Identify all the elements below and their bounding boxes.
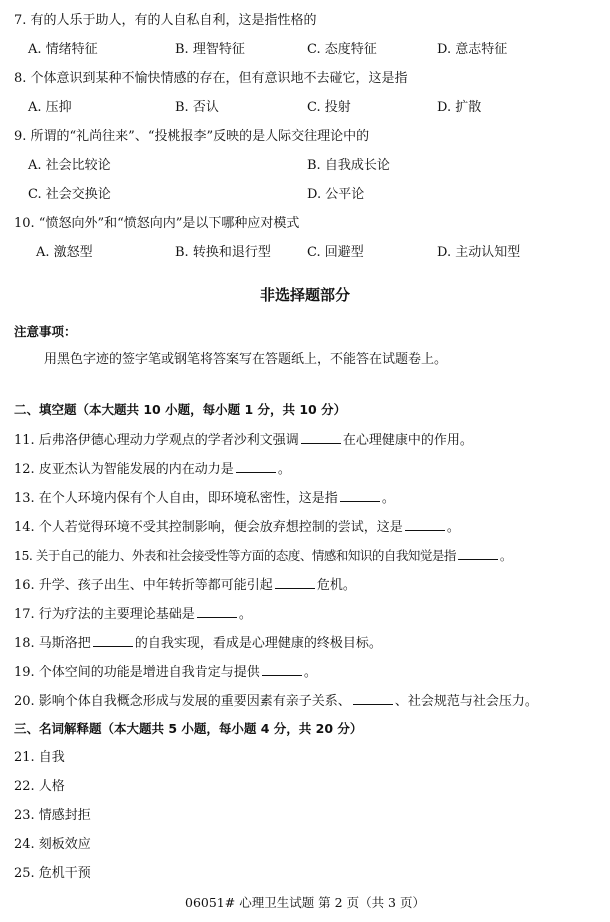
- fill-19-text-before: 19. 个体空间的功能是增进自我肯定与提供: [14, 665, 260, 680]
- answer-blank: [93, 634, 133, 647]
- fill-17-text-after: 。: [238, 607, 252, 622]
- q9-option-b: B. 自我成长论: [307, 158, 390, 173]
- page-footer: 06051# 心理卫生试题 第 2 页（共 3 页）: [185, 895, 425, 910]
- fill-19-text-after: 。: [303, 665, 317, 680]
- term-23: 23. 情感封拒: [14, 808, 91, 823]
- fill-13-text-before: 13. 在个人环境内保有个人自由，即环境私密性，这是指: [14, 491, 338, 506]
- notice-text: 用黑色字迹的签字笔或钢笔将答案写在答题纸上，不能答在试题卷上。: [44, 352, 448, 367]
- section-3-title: 三、名词解释题（本大题共 5 小题，每小题 4 分，共 20 分）: [14, 721, 363, 736]
- fill-11-text-before: 11. 后弗洛伊德心理动力学观点的学者沙利文强调: [14, 433, 299, 448]
- section-2-title: 二、填空题（本大题共 10 小题，每小题 1 分，共 10 分）: [14, 402, 347, 417]
- q7-option-b: B. 理智特征: [175, 42, 245, 57]
- notice-title: 注意事项：: [14, 324, 77, 339]
- answer-blank: [236, 460, 276, 473]
- q10-option-c: C. 回避型: [307, 245, 364, 260]
- fill-14-text-before: 14. 个人若觉得环境不受其控制影响，便会放弃想控制的尝试，这是: [14, 520, 403, 535]
- fill-question-12: [14, 460, 291, 478]
- fill-11-text-after: 在心理健康中的作用。: [342, 433, 473, 448]
- q8-option-a: A. 压抑: [28, 100, 72, 115]
- answer-blank: [353, 692, 393, 705]
- answer-blank: [275, 576, 315, 589]
- fill-12-text-after: 。: [277, 462, 291, 477]
- fill-question-18: [14, 634, 382, 652]
- fill-question-11: [14, 431, 473, 449]
- fill-20-text-before: 20. 影响个体自我概念形成与发展的重要因素有亲子关系、: [14, 694, 351, 709]
- fill-16-text-before: 16. 升学、孩子出生、中年转折等都可能引起: [14, 578, 273, 593]
- q9-option-d: D. 公平论: [307, 187, 365, 202]
- fill-14-text-after: 。: [446, 520, 460, 535]
- q10-option-a: A. 激怒型: [36, 245, 93, 260]
- answer-blank: [458, 547, 498, 560]
- question-9-stem: 9. 所谓的“礼尚往来”、“投桃报李”反映的是人际交往理论中的: [14, 129, 370, 144]
- fill-13-text-after: 。: [381, 491, 395, 506]
- q9-option-a: A. 社会比较论: [28, 158, 111, 173]
- fill-18-text-before: 18. 马斯洛把: [14, 636, 91, 651]
- fill-question-15: [14, 547, 512, 564]
- q8-option-d: D. 扩散: [437, 100, 482, 115]
- fill-18-text-after: 的自我实现，看成是心理健康的终极目标。: [134, 636, 382, 651]
- q8-option-c: C. 投射: [307, 100, 351, 115]
- fill-15-text-after: 。: [499, 548, 512, 563]
- answer-blank: [340, 489, 380, 502]
- question-8-stem: 8. 个体意识到某种不愉快情感的存在，但有意识地不去碰它，这是指: [14, 71, 408, 86]
- fill-20-text-after: 、社会规范与社会压力。: [394, 694, 538, 709]
- fill-question-19: [14, 663, 317, 681]
- fill-15-text-before: 15. 关于自己的能力、外表和社会接受性等方面的态度、情感和知识的自我知觉是指: [14, 548, 456, 563]
- fill-question-17: [14, 605, 252, 623]
- q10-option-b: B. 转换和退行型: [175, 245, 271, 260]
- answer-blank: [262, 663, 302, 676]
- fill-16-text-after: 危机。: [316, 578, 356, 593]
- fill-question-16: [14, 576, 356, 594]
- answer-blank: [197, 605, 237, 618]
- fill-12-text-before: 12. 皮亚杰认为智能发展的内在动力是: [14, 462, 234, 477]
- q10-option-d: D. 主动认知型: [437, 245, 521, 260]
- question-10-stem: 10. “愤怒向外”和“愤怒向内”是以下哪种应对模式: [14, 216, 300, 231]
- answer-blank: [405, 518, 445, 531]
- fill-question-13: [14, 489, 395, 507]
- nonchoice-section-title: 非选择题部分: [259, 286, 350, 304]
- q9-option-c: C. 社会交换论: [28, 187, 111, 202]
- q8-option-b: B. 否认: [175, 100, 219, 115]
- q7-option-d: D. 意志特征: [437, 42, 508, 57]
- q7-option-a: A. 情绪特征: [28, 42, 98, 57]
- fill-17-text-before: 17. 行为疗法的主要理论基础是: [14, 607, 195, 622]
- term-22: 22. 人格: [14, 779, 65, 794]
- term-25: 25. 危机干预: [14, 866, 91, 881]
- term-24: 24. 刻板效应: [14, 837, 91, 852]
- term-21: 21. 自我: [14, 750, 65, 765]
- fill-question-14: [14, 518, 460, 536]
- q7-option-c: C. 态度特征: [307, 42, 377, 57]
- question-7-stem: 7. 有的人乐于助人，有的人自私自利，这是指性格的: [14, 13, 317, 28]
- fill-question-20: [14, 692, 538, 710]
- answer-blank: [301, 431, 341, 444]
